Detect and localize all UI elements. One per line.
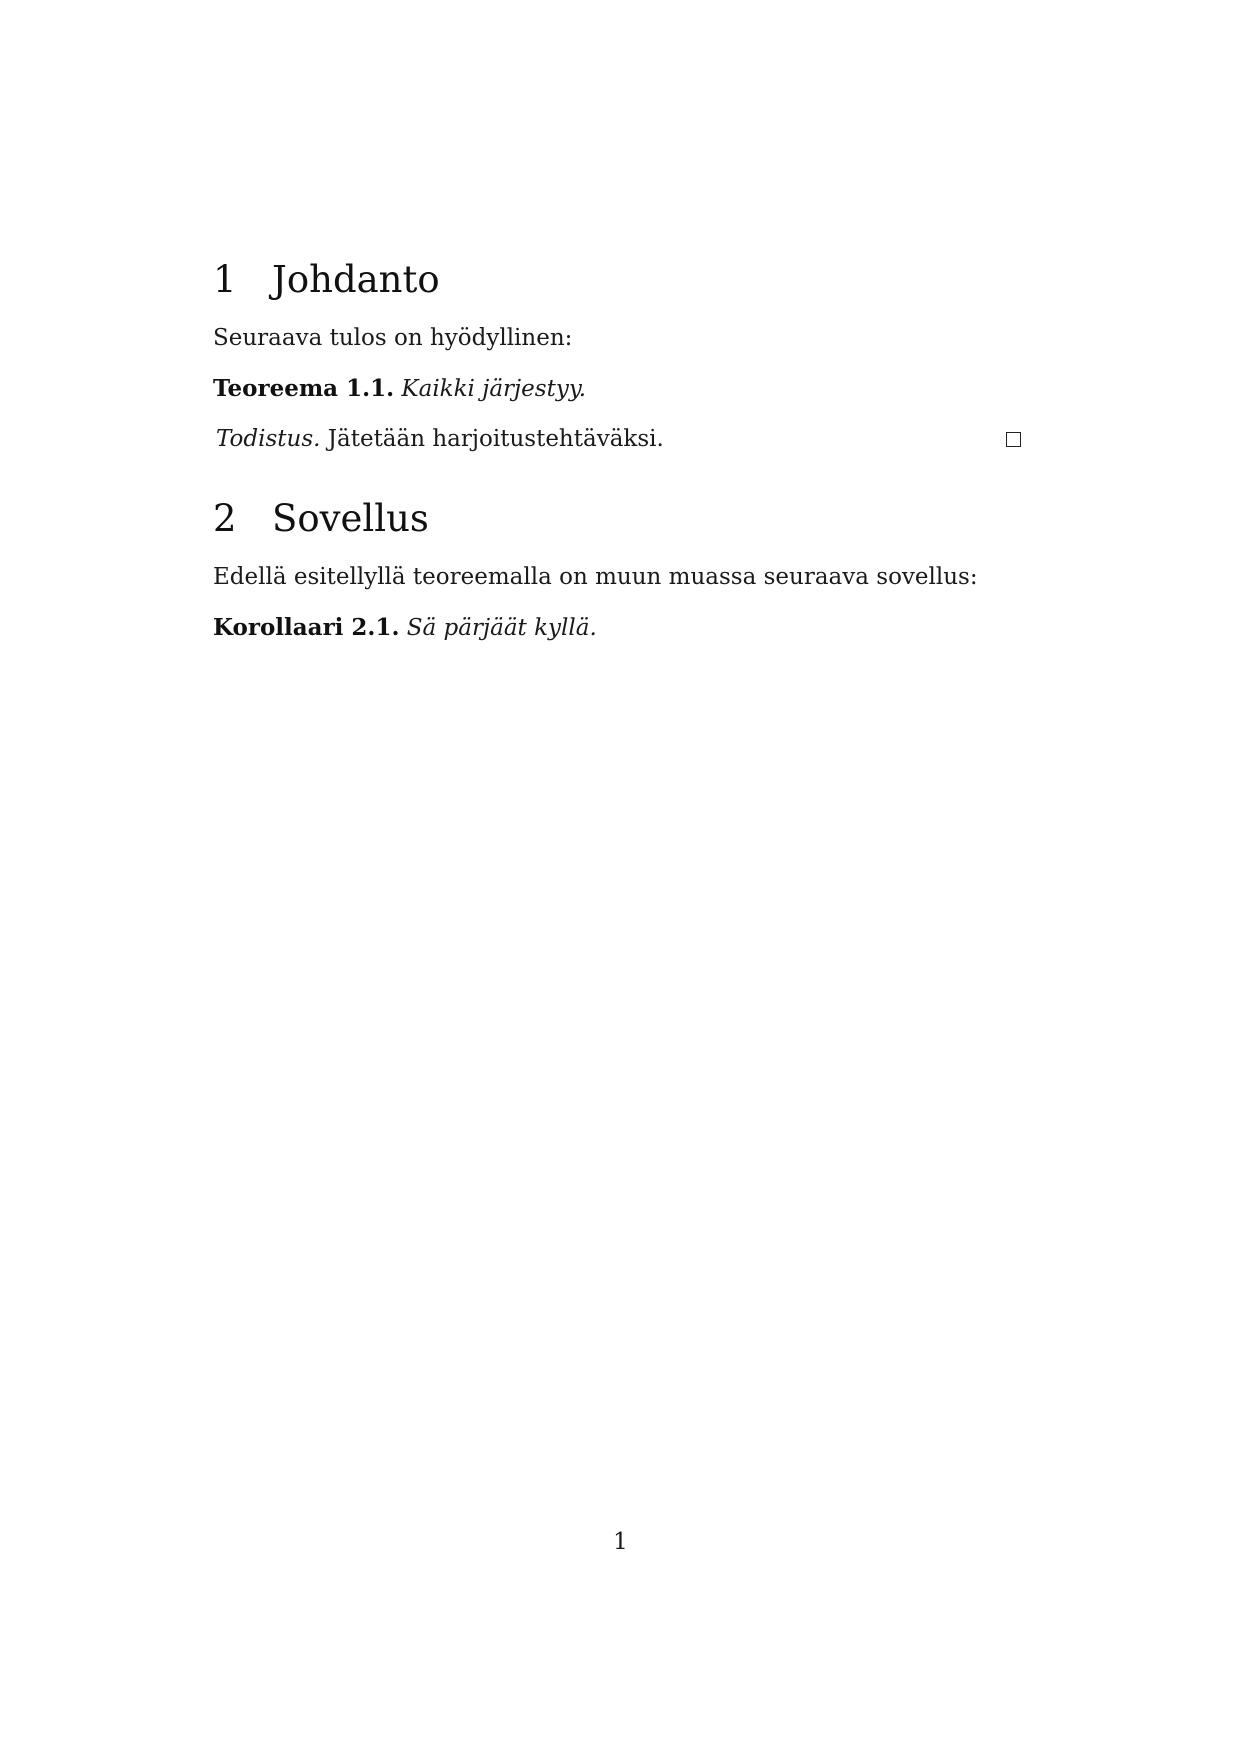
qed-square-icon [1006, 432, 1021, 447]
corollary-block [213, 613, 597, 643]
section-heading-sovellus [213, 497, 429, 541]
section-number: 2 [213, 497, 237, 540]
proof-text: Jätetään harjoitustehtäväksi. [327, 426, 664, 452]
corollary-statement: Sä pärjäät kyllä. [406, 615, 597, 641]
section-intro-paragraph: Edellä esitellyllä teoreemalla on muun muassa seuraava sovellus: [213, 564, 978, 590]
section-title: Johdanto [272, 258, 440, 301]
theorem-block [213, 374, 586, 404]
section-title: Sovellus [272, 497, 429, 540]
section-number: 1 [213, 258, 237, 301]
section-intro-paragraph: Seuraava tulos on hyödyllinen: [213, 325, 573, 351]
theorem-label: Teoreema 1.1. [213, 375, 395, 402]
page-number: 1 [613, 1529, 628, 1555]
corollary-label: Korollaari 2.1. [213, 614, 400, 641]
section-heading-johdanto [213, 258, 440, 302]
proof-label: Todistus. [216, 426, 321, 452]
theorem-statement: Kaikki järjestyy. [401, 376, 587, 402]
proof-block [216, 424, 664, 454]
